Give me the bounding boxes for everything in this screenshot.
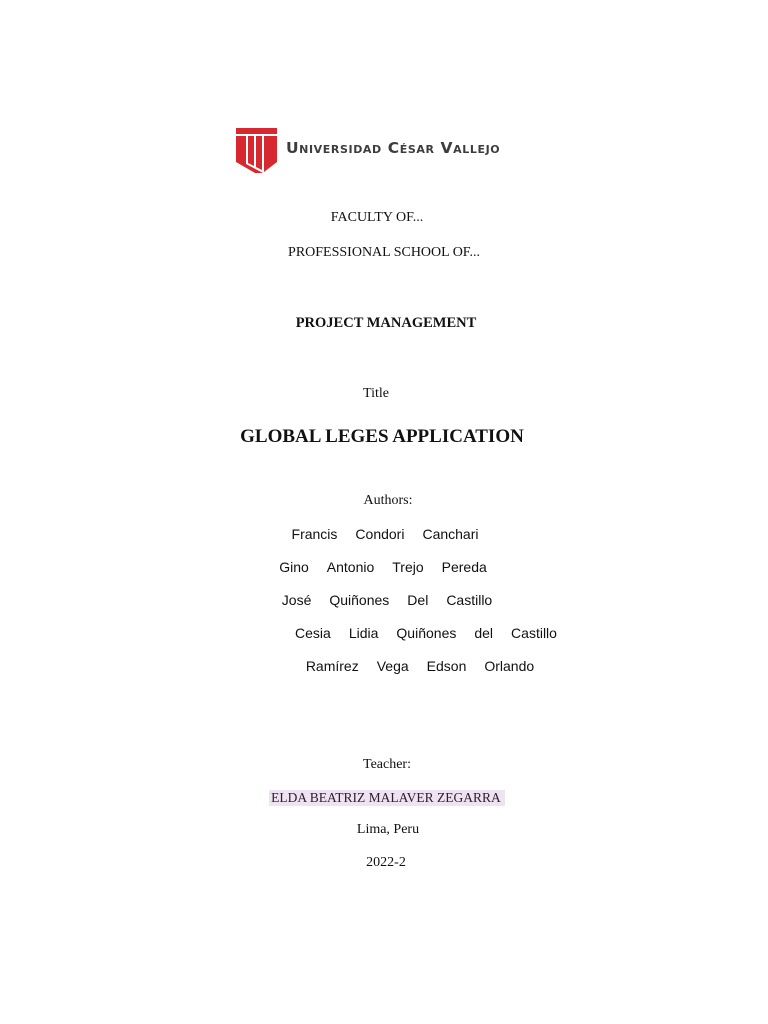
ucv-crest-icon (235, 126, 279, 174)
author-name-part: Quiñones (396, 625, 457, 641)
author-name-part: Trejo (392, 559, 424, 575)
author-name-part: Gino (279, 559, 309, 575)
place: Lima, Peru (356, 822, 420, 837)
author-name-part: José (281, 592, 312, 608)
author-name-part: Antonio (326, 559, 375, 575)
author-name-part: Cesia (295, 625, 331, 641)
author-line (1, 526, 768, 542)
document-title: GLOBAL LEGES APPLICATION (240, 426, 524, 447)
author-name-part: Quiñones (329, 592, 390, 608)
author-name-part: Castillo (511, 625, 557, 641)
author-name-part: Castillo (446, 592, 493, 608)
author-name-part: Francis (291, 526, 338, 542)
teacher-name: ELDA BEATRIZ MALAVER ZEGARRA (269, 790, 505, 806)
university-name: Universidad César Vallejo (286, 139, 501, 157)
title-label: Title (363, 386, 389, 401)
author-name-part: Del (407, 592, 429, 608)
author-line (36, 658, 768, 674)
faculty-line: FACULTY OF... (330, 210, 424, 225)
author-name-part: Vega (376, 658, 409, 674)
author-name-part: Edson (426, 658, 467, 674)
school-line: PROFESSIONAL SCHOOL OF... (288, 245, 480, 260)
author-line (42, 625, 768, 641)
author-name-part: Condori (355, 526, 405, 542)
author-name-part: Lidia (348, 625, 379, 641)
author-line (3, 592, 768, 608)
author-line (0, 559, 767, 575)
author-name-part: Ramírez (305, 658, 359, 674)
teacher-name-line (3, 790, 768, 807)
course-name: PROJECT MANAGEMENT (295, 315, 477, 331)
author-name-part: del (474, 625, 494, 641)
authors-label: Authors: (363, 493, 413, 508)
teacher-label: Teacher: (363, 757, 411, 772)
academic-period: 2022-2 (366, 855, 406, 870)
author-name-part: Orlando (484, 658, 535, 674)
author-name-part: Pereda (441, 559, 487, 575)
university-logo (235, 126, 535, 176)
author-name-part: Canchari (422, 526, 479, 542)
